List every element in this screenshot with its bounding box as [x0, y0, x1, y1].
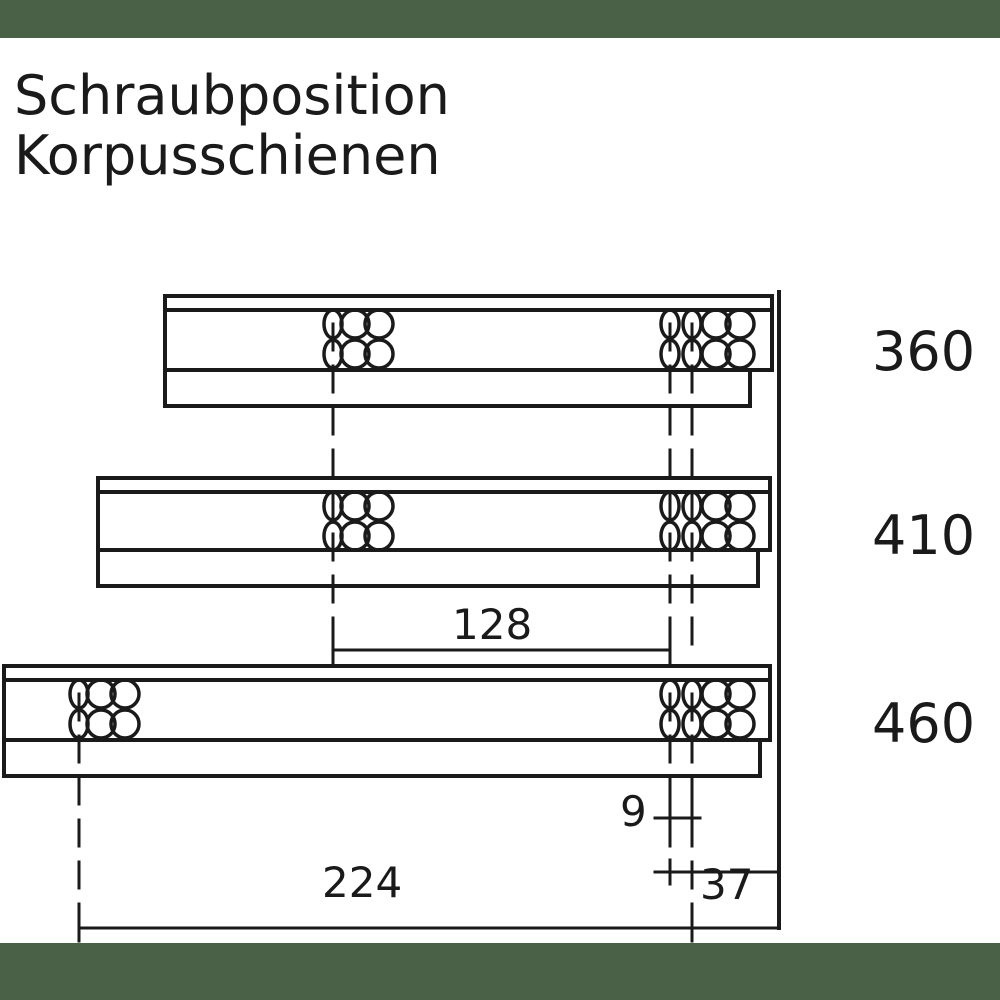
dimension-label-9: 9 — [620, 787, 647, 836]
dimension-label-37: 37 — [700, 860, 754, 909]
dimension-224 — [79, 915, 779, 941]
dimension-9 — [655, 806, 700, 830]
rail-360-hole-group-right — [661, 310, 754, 368]
diagram-title — [14, 66, 654, 187]
rail-360-shape — [165, 296, 772, 406]
rail-length-label-360: 360 — [872, 320, 976, 383]
dimension-label-224: 224 — [322, 858, 403, 907]
title-line-1: Schraubposition — [14, 64, 450, 127]
axis-lines — [79, 324, 692, 928]
dimension-label-128: 128 — [452, 600, 533, 649]
rail-410-hole-group-right — [661, 492, 754, 550]
title-line-2: Korpusschienen — [14, 124, 441, 188]
rail-length-label-460: 460 — [872, 692, 976, 755]
rail-460-hole-group-right — [661, 680, 754, 738]
rail-length-label-410: 410 — [872, 504, 976, 567]
